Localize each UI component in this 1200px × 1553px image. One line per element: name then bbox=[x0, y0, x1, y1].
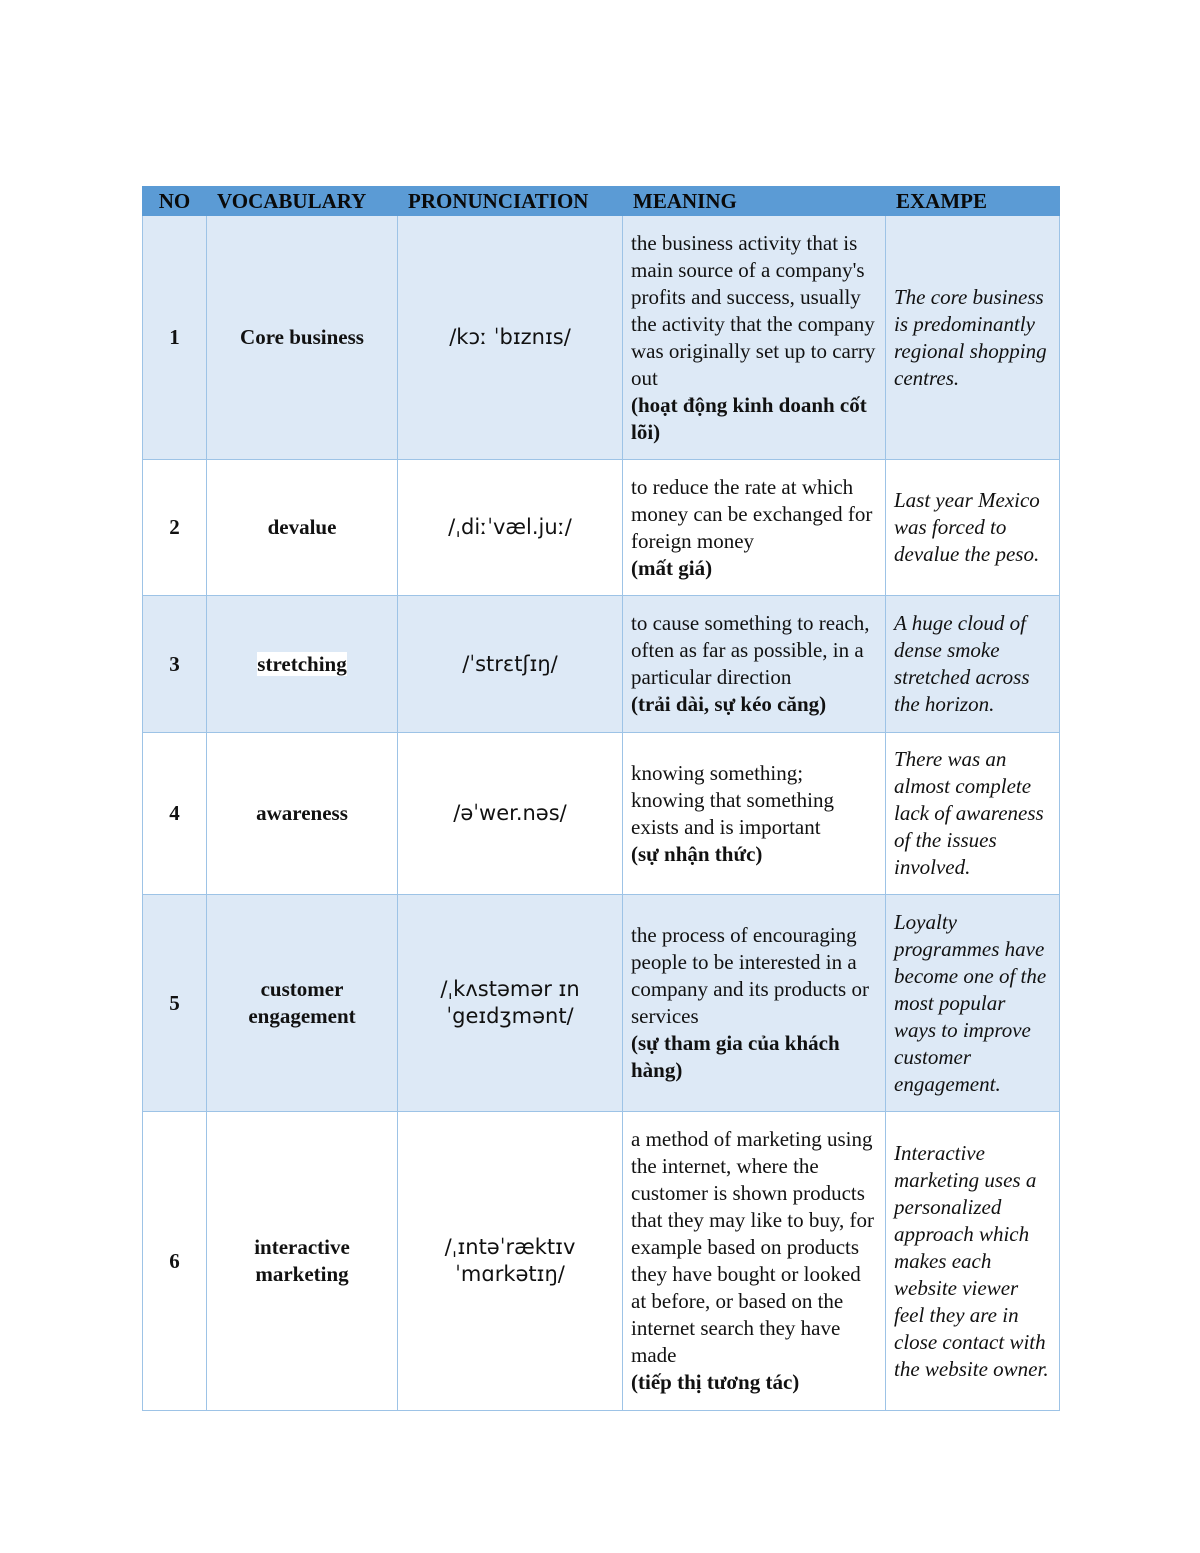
meaning-cell bbox=[623, 733, 886, 895]
vocabulary-word: devalue bbox=[207, 460, 398, 596]
meaning-vietnamese: (sự tham gia của khách hàng) bbox=[631, 1031, 840, 1082]
example-sentence: The core business is predominantly regional shopping centres. bbox=[886, 216, 1060, 460]
row-number: 5 bbox=[143, 895, 207, 1112]
header-example: EXAMPE bbox=[886, 187, 1060, 216]
table-row bbox=[143, 216, 1060, 460]
table-row bbox=[143, 596, 1060, 733]
table-row bbox=[143, 895, 1060, 1112]
meaning-vietnamese: (tiếp thị tương tác) bbox=[631, 1370, 800, 1394]
table-row bbox=[143, 1112, 1060, 1411]
example-sentence: A huge cloud of dense smoke stretched across the horizon. bbox=[886, 596, 1060, 733]
meaning-text: the business activity that is main source of a company's profits and success, usually the activity that the company was originally set up to carry out bbox=[631, 230, 876, 390]
meaning-vietnamese: (trải dài, sự kéo căng) bbox=[631, 692, 827, 716]
meaning-cell bbox=[623, 1112, 886, 1411]
meaning-vietnamese: (hoạt động kinh doanh cốt lõi) bbox=[631, 392, 867, 444]
pronunciation: /ˌɪntəˈræktɪv ˈmɑrkətɪŋ/ bbox=[398, 1112, 623, 1411]
pronunciation: /əˈwer.nəs/ bbox=[398, 733, 623, 895]
meaning-text: knowing something; knowing that something exists and is important bbox=[631, 760, 834, 839]
meaning-text: the process of encouraging people to be interested in a company and its products or services bbox=[631, 923, 869, 1028]
meaning-vietnamese: (mất giá) bbox=[631, 555, 713, 580]
highlighted-word: stretching bbox=[257, 651, 347, 676]
meaning-cell bbox=[623, 596, 886, 733]
example-sentence: Last year Mexico was forced to devalue the peso. bbox=[886, 460, 1060, 596]
table-row bbox=[143, 460, 1060, 596]
example-sentence: There was an almost complete lack of awareness of the issues involved. bbox=[886, 733, 1060, 895]
meaning-cell bbox=[623, 895, 886, 1112]
row-number: 6 bbox=[143, 1112, 207, 1411]
pronunciation: /ˌdiːˈvæl.juː/ bbox=[398, 460, 623, 596]
meaning-text: to reduce the rate at which money can be exchanged for foreign money bbox=[631, 474, 873, 553]
vocabulary-word: customer engagement bbox=[207, 895, 398, 1112]
row-number: 3 bbox=[143, 596, 207, 733]
vocabulary-word: interactive marketing bbox=[207, 1112, 398, 1411]
vocabulary-word: awareness bbox=[207, 733, 398, 895]
meaning-vietnamese: (sự nhận thức) bbox=[631, 841, 763, 866]
pronunciation: /ˌkʌstəmər ɪn ˈgeɪdʒmənt/ bbox=[398, 895, 623, 1112]
meaning-cell bbox=[623, 460, 886, 596]
header-row bbox=[143, 187, 1060, 216]
vocabulary-word bbox=[207, 596, 398, 733]
vocabulary-word: Core business bbox=[207, 216, 398, 460]
pronunciation: /kɔː ˈbɪznɪs/ bbox=[398, 216, 623, 460]
table-row bbox=[143, 733, 1060, 895]
row-number: 1 bbox=[143, 216, 207, 460]
meaning-cell bbox=[623, 216, 886, 460]
vocabulary-table bbox=[142, 186, 1060, 1411]
example-sentence: Loyalty programmes have become one of the most popular ways to improve customer engagement. bbox=[886, 895, 1060, 1112]
example-sentence: Interactive marketing uses a personalized approach which makes each website viewer feel they are in close contact with the website owner. bbox=[886, 1112, 1060, 1411]
meaning-text: a method of marketing using the internet, where the customer is shown products that they may like to buy, for example based on products they have bought or looked at before, or based on the internet search they have made bbox=[631, 1127, 874, 1367]
row-number: 4 bbox=[143, 733, 207, 895]
header-pronunciation: PRONUNCIATION bbox=[398, 187, 623, 216]
header-vocabulary: VOCABULARY bbox=[207, 187, 398, 216]
row-number: 2 bbox=[143, 460, 207, 596]
pronunciation: /ˈstrɛtʃɪŋ/ bbox=[398, 596, 623, 733]
meaning-text: to cause something to reach, often as far as possible, in a particular direction bbox=[631, 611, 870, 689]
header-meaning: MEANING bbox=[623, 187, 886, 216]
header-no: NO bbox=[143, 187, 207, 216]
